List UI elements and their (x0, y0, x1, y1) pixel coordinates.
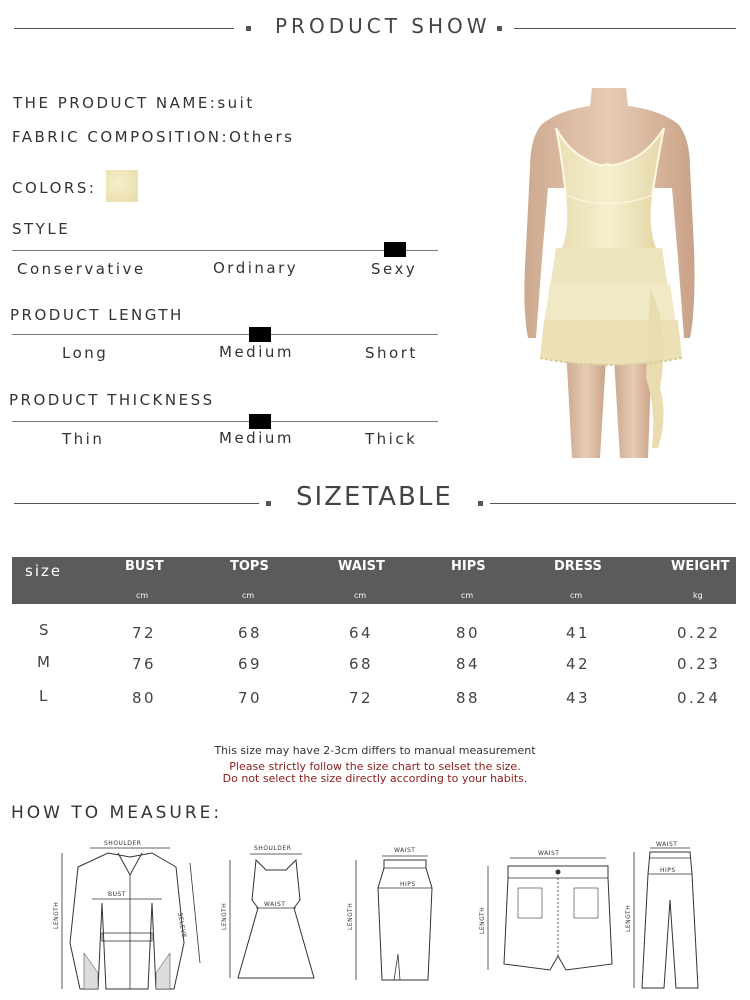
section-title: SIZETABLE (296, 482, 453, 512)
unit-weight: kg (693, 591, 703, 600)
how-to-measure-title: HOW TO MEASURE: (11, 803, 223, 823)
tops-cell: 69 (238, 655, 263, 673)
length-title: PRODUCT LENGTH (10, 306, 184, 324)
shorts-length-label: LENGTH (479, 906, 486, 934)
unit-waist: cm (354, 591, 367, 600)
col-header-waist: WAIST (338, 559, 385, 574)
weight-cell: 0.23 (677, 655, 721, 673)
thickness-scale-line (12, 421, 438, 422)
bust-cell: 72 (132, 624, 157, 642)
pants-hips-label: HIPS (660, 867, 676, 874)
jacket-diagram (48, 833, 206, 993)
unit-bust: cm (136, 591, 149, 600)
style-scale-line (12, 250, 438, 251)
size-cell: M (37, 653, 53, 671)
divider-dot (497, 26, 502, 31)
tops-cell: 70 (238, 689, 263, 707)
jacket-length-label: LENGTH (53, 901, 60, 929)
length-option-medium: Medium (219, 343, 294, 361)
dress-cell: 42 (566, 655, 591, 673)
tops-cell: 68 (238, 624, 263, 642)
size-warning-2: Do not select the size directly according to your habits. (222, 772, 528, 785)
waist-cell: 68 (349, 655, 374, 673)
hips-cell: 84 (456, 655, 481, 673)
fabric-composition: FABRIC COMPOSITION:Others (12, 128, 295, 146)
divider (14, 28, 234, 29)
length-scale-line (12, 334, 438, 335)
dress-shoulder-label: SHOULDER (254, 845, 292, 852)
skirt-diagram (342, 842, 442, 987)
pants-length-label: LENGTH (625, 904, 632, 932)
col-header-dress: DRESS (554, 559, 602, 574)
divider-dot (478, 501, 483, 506)
divider (490, 503, 736, 504)
length-marker (249, 327, 271, 342)
product-name: THE PRODUCT NAME:suit (13, 94, 255, 112)
dress-length-label: LENGTH (221, 902, 228, 930)
dress-diagram (216, 840, 316, 985)
col-header-tops: TOPS (230, 559, 269, 574)
length-option-short: Short (365, 344, 418, 362)
color-swatch[interactable] (106, 170, 138, 202)
section-title: PRODUCT SHOW (275, 14, 491, 38)
col-header-weight: WEIGHT (671, 559, 730, 574)
unit-hips: cm (461, 591, 474, 600)
hips-cell: 88 (456, 689, 481, 707)
shorts-waist-label: WAIST (538, 850, 560, 857)
style-title: STYLE (12, 220, 71, 238)
col-header-bust: BUST (125, 559, 164, 574)
bust-cell: 80 (132, 689, 157, 707)
divider-dot (246, 26, 251, 31)
unit-tops: cm (242, 591, 255, 600)
dress-waist-label: WAIST (264, 901, 286, 908)
style-marker (384, 242, 406, 257)
skirt-waist-label: WAIST (394, 847, 416, 854)
product-photo (500, 88, 718, 466)
thickness-option-thin: Thin (62, 430, 105, 448)
unit-dress: cm (570, 591, 583, 600)
measurement-note: This size may have 2-3cm differs to manual measurement (214, 744, 536, 757)
skirt-length-label: LENGTH (347, 902, 354, 930)
dress-cell: 41 (566, 624, 591, 642)
dress-cell: 43 (566, 689, 591, 707)
pants-diagram (624, 840, 704, 995)
style-option-conservative: Conservative (17, 260, 146, 278)
skirt-hips-label: HIPS (400, 881, 416, 888)
pants-waist-label: WAIST (656, 841, 678, 848)
weight-cell: 0.22 (677, 624, 721, 642)
style-option-ordinary: Ordinary (213, 259, 299, 277)
jacket-bust-label: BUST (108, 891, 126, 898)
thickness-option-thick: Thick (365, 430, 418, 448)
col-header-hips: HIPS (451, 559, 486, 574)
waist-cell: 72 (349, 689, 374, 707)
divider (514, 28, 736, 29)
jacket-shoulder-label: SHOULDER (104, 840, 142, 847)
waist-cell: 64 (349, 624, 374, 642)
style-option-sexy: Sexy (371, 260, 418, 278)
divider (14, 503, 259, 504)
jacket-sleeve-label: SELEVE (176, 912, 188, 939)
colors-label: COLORS: (12, 179, 97, 197)
weight-cell: 0.24 (677, 689, 721, 707)
shorts-diagram (478, 848, 618, 978)
hips-cell: 80 (456, 624, 481, 642)
thickness-marker (249, 414, 271, 429)
size-cell: S (39, 621, 52, 639)
thickness-option-medium: Medium (219, 429, 294, 447)
length-option-long: Long (62, 344, 109, 362)
col-header-size: size (25, 562, 63, 580)
size-cell: L (39, 687, 50, 705)
bust-cell: 76 (132, 655, 157, 673)
divider-dot (266, 501, 271, 506)
thickness-title: PRODUCT THICKNESS (9, 391, 215, 409)
size-warning-1: Please strictly follow the size chart to selset the size. (229, 760, 521, 773)
